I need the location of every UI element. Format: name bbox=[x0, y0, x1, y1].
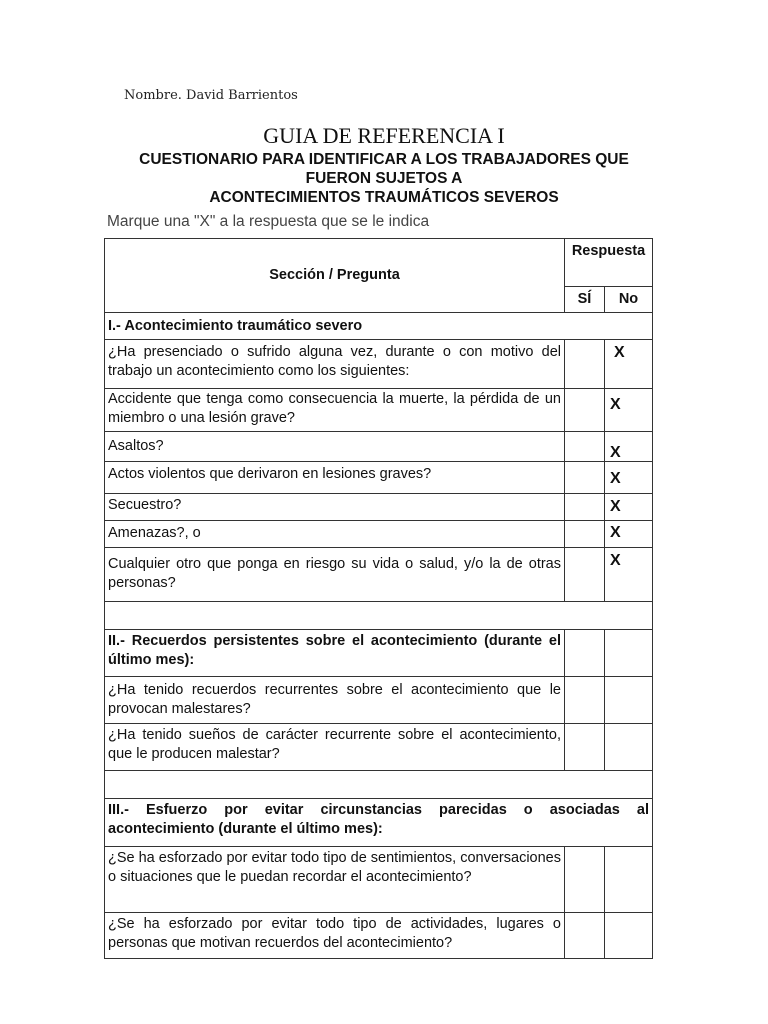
table-row bbox=[105, 548, 653, 602]
answer-yes-cell[interactable] bbox=[565, 847, 605, 913]
table-row bbox=[105, 462, 653, 494]
table-row bbox=[105, 521, 653, 548]
empty-cell bbox=[105, 602, 653, 630]
table-row bbox=[105, 847, 653, 913]
question-text: Accidente que tenga como consecuencia la muerte, la pérdida de un miembro o una lesión grave? bbox=[105, 389, 565, 432]
answer-no-cell[interactable] bbox=[605, 913, 653, 959]
question-text: ¿Ha presenciado o sufrido alguna vez, durante o con motivo del trabajo un acontecimiento como los siguientes: bbox=[105, 340, 565, 389]
question-text: ¿Ha tenido recuerdos recurrentes sobre el acontecimiento que le provocan malestares? bbox=[105, 677, 565, 724]
question-text: ¿Se ha esforzado por evitar todo tipo de actividades, lugares o personas que motivan recuerdos del acontecimiento? bbox=[105, 913, 565, 959]
section-title-1: I.- Acontecimiento traumático severo bbox=[105, 313, 653, 340]
answer-yes-cell[interactable] bbox=[565, 389, 605, 432]
answer-no-cell[interactable]: X bbox=[605, 462, 653, 494]
section-title-3: III.- Esfuerzo por evitar circunstancias parecidas o asociadas al acontecimiento (durante el último mes): bbox=[105, 799, 653, 847]
question-text: Secuestro? bbox=[105, 494, 565, 521]
questionnaire-subtitle bbox=[104, 150, 664, 207]
question-text: Asaltos? bbox=[105, 432, 565, 462]
section-yes-cell bbox=[565, 630, 605, 677]
table-row bbox=[105, 630, 653, 677]
answer-yes-cell[interactable] bbox=[565, 677, 605, 724]
table-row bbox=[105, 677, 653, 724]
table-row bbox=[105, 494, 653, 521]
question-text: Cualquier otro que ponga en riesgo su vida o salud, y/o la de otras personas? bbox=[105, 548, 565, 602]
answer-yes-cell[interactable] bbox=[565, 494, 605, 521]
answer-yes-cell[interactable] bbox=[565, 913, 605, 959]
subtitle-line-1: CUESTIONARIO PARA IDENTIFICAR A LOS TRABAJADORES QUE bbox=[139, 151, 629, 168]
response-header-label: Respuesta bbox=[571, 243, 646, 259]
column-header-no: No bbox=[605, 287, 653, 313]
answer-yes-cell[interactable] bbox=[565, 724, 605, 771]
subtitle-line-3: ACONTECIMIENTOS TRAUMÁTICOS SEVEROS bbox=[209, 189, 559, 206]
questionnaire-table bbox=[104, 238, 653, 959]
answer-no-cell[interactable]: X bbox=[605, 389, 653, 432]
table-row bbox=[105, 340, 653, 389]
section-title-2: II.- Recuerdos persistentes sobre el acontecimiento (durante el último mes): bbox=[105, 630, 565, 677]
guide-title: GUIA DE REFERENCIA I bbox=[263, 123, 505, 148]
table-row bbox=[105, 389, 653, 432]
column-header-yes: SÍ bbox=[565, 287, 605, 313]
answer-yes-cell[interactable] bbox=[565, 548, 605, 602]
answer-no-cell[interactable]: X bbox=[605, 340, 653, 389]
subtitle-line-2: FUERON SUJETOS A bbox=[305, 170, 463, 187]
answer-no-cell[interactable] bbox=[605, 724, 653, 771]
answer-no-cell[interactable]: X bbox=[605, 432, 653, 462]
answer-yes-cell[interactable] bbox=[565, 521, 605, 548]
section-no-cell bbox=[605, 630, 653, 677]
column-header-question: Sección / Pregunta bbox=[105, 239, 565, 313]
answer-yes-cell[interactable] bbox=[565, 340, 605, 389]
spacer-row bbox=[105, 602, 653, 630]
table-row bbox=[105, 724, 653, 771]
empty-cell bbox=[105, 771, 653, 799]
answer-yes-cell[interactable] bbox=[565, 462, 605, 494]
question-text: ¿Ha tenido sueños de carácter recurrente sobre el acontecimiento, que le producen malestar? bbox=[105, 724, 565, 771]
question-text: Amenazas?, o bbox=[105, 521, 565, 548]
answer-no-cell[interactable] bbox=[605, 847, 653, 913]
answer-yes-cell[interactable] bbox=[565, 432, 605, 462]
answer-no-cell[interactable]: X bbox=[605, 521, 653, 548]
name-line: Nombre. David Barrientos bbox=[124, 88, 298, 103]
answer-no-cell[interactable]: X bbox=[605, 548, 653, 602]
column-header-response bbox=[565, 239, 653, 287]
answer-no-cell[interactable]: X bbox=[605, 494, 653, 521]
question-text: ¿Se ha esforzado por evitar todo tipo de sentimientos, conversaciones o situaciones que le puedan recordar el acontecimiento? bbox=[105, 847, 565, 913]
instruction-text: Marque una "X" a la respuesta que se le indica bbox=[107, 213, 430, 230]
spacer-row bbox=[105, 771, 653, 799]
table-row bbox=[105, 432, 653, 462]
answer-no-cell[interactable] bbox=[605, 677, 653, 724]
question-text: Actos violentos que derivaron en lesiones graves? bbox=[105, 462, 565, 494]
table-row bbox=[105, 913, 653, 959]
